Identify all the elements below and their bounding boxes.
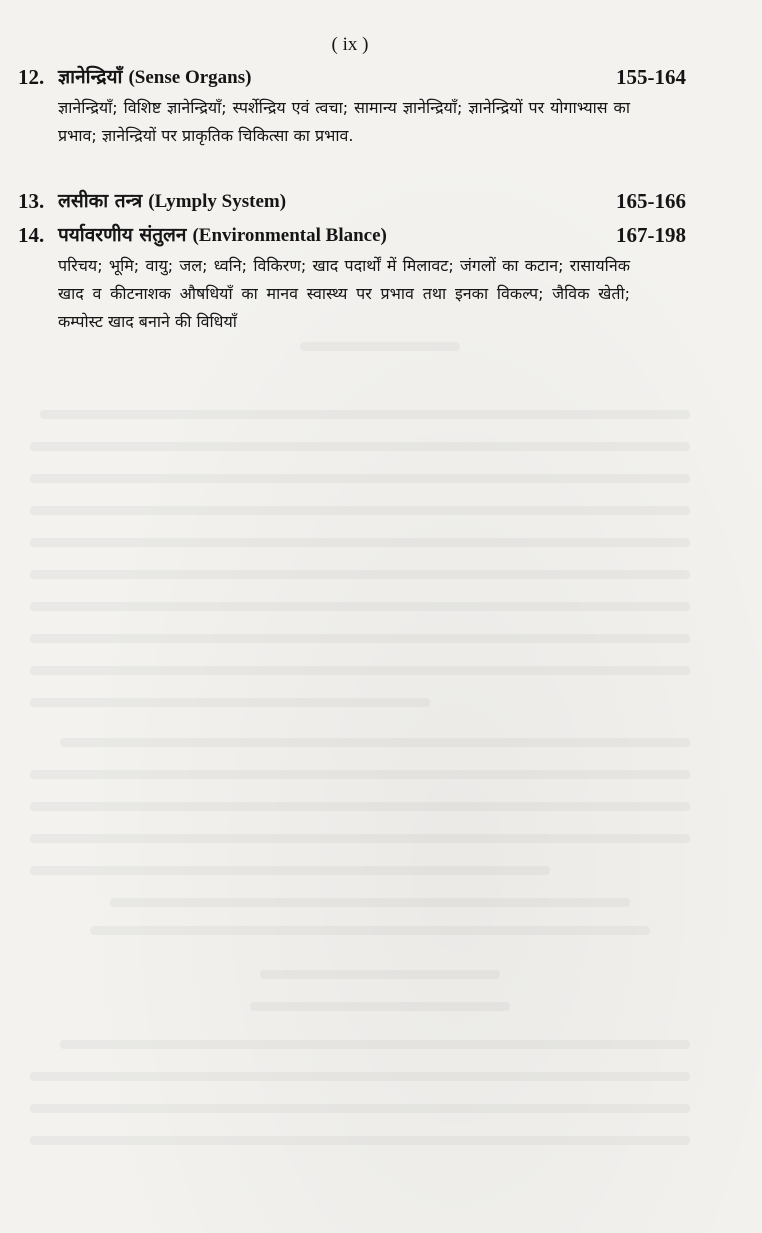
toc-entry-heading: [18, 218, 686, 252]
entry-title-english: (Environmental Blance): [192, 225, 387, 246]
entry-title: [58, 184, 286, 219]
entry-title: [58, 60, 251, 95]
entry-page-range: 155-164: [616, 65, 686, 89]
entry-page-range: 165-166: [616, 189, 686, 213]
entry-title-hindi: पर्यावरणीय संतुलन: [58, 224, 187, 246]
entry-title-english: (Lymply System): [148, 191, 287, 212]
entry-description: ज्ञानेन्द्रियाँ; विशिष्ट ज्ञानेन्द्रियाँ; स्पर्शेन्द्रिय एवं त्वचा; सामान्य ज्ञानेन्द्रियाँ; ज्ञानेन्द्रियों पर योगाभ्यास का प्रभाव; ज्ञानेन्द्रियों पर प्राकृतिक चिकित्सा का प्रभाव.: [58, 98, 630, 145]
entry-title-english: (Sense Organs): [128, 67, 252, 88]
entry-title: [58, 218, 387, 253]
entry-title-hindi: लसीका तन्त्र: [58, 190, 143, 212]
page-number: ( ix ): [331, 34, 369, 55]
toc-entry: [18, 60, 686, 150]
entry-title-hindi: ज्ञानेन्द्रियाँ: [58, 66, 123, 88]
entry-number: 13.: [18, 189, 45, 213]
toc-entry: [18, 184, 686, 218]
bleed-through-texture: [0, 330, 762, 1230]
entry-description: परिचय; भूमि; वायु; जल; ध्वनि; विकिरण; खाद पदार्थों में मिलावट; जंगलों का कटान; रासायनिक खाद व कीटनाशक औषधियाँ का मानव स्वास्थ्य पर प्रभाव तथा इनका विकल्प; जैविक खेती; कम्पोस्ट खाद बनाने की विधियाँ: [58, 256, 630, 331]
entry-number: 14.: [18, 223, 45, 247]
toc-entry: [18, 218, 686, 336]
entry-page-range: 167-198: [616, 223, 686, 247]
toc-entry-heading: [18, 184, 686, 218]
toc-entry-heading: [18, 60, 686, 94]
entry-number: 12.: [18, 65, 45, 89]
